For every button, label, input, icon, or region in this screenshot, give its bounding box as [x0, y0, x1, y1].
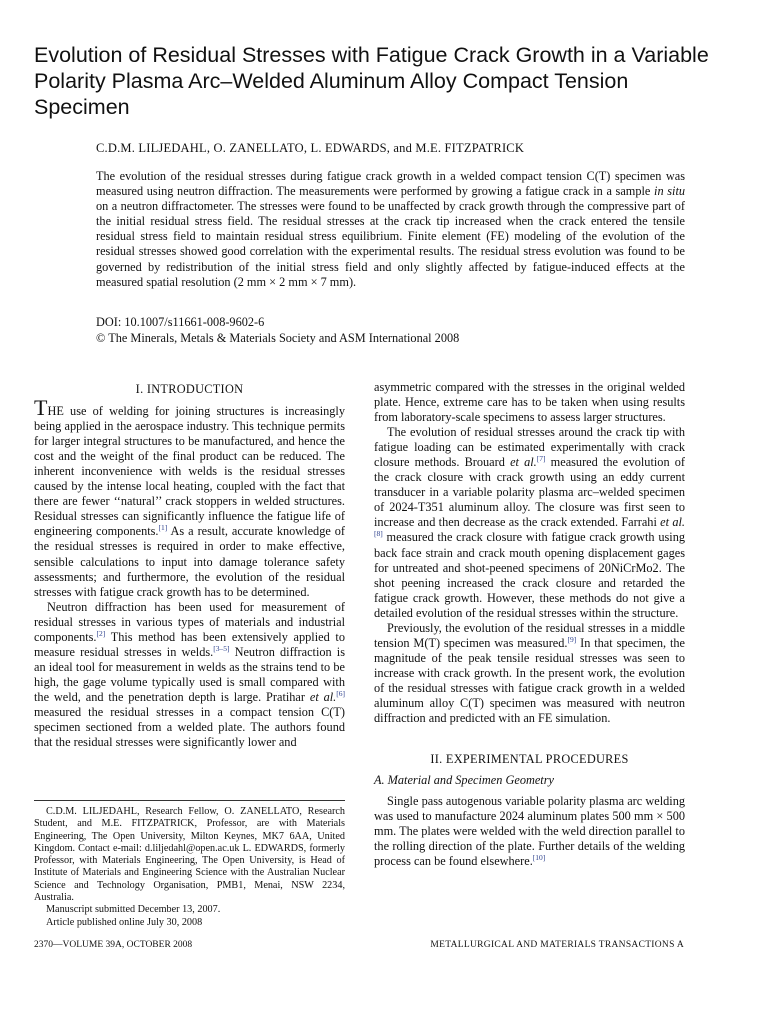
reference-link[interactable]: [3–5]	[213, 643, 230, 653]
author-footnote	[34, 806, 345, 929]
intro-paragraph-5	[374, 621, 685, 726]
doi-link[interactable]: DOI: 10.1007/s11661-008-9602-6	[96, 315, 265, 329]
article-metadata	[96, 314, 696, 346]
left-column	[34, 380, 345, 750]
intro-paragraph-2	[34, 600, 345, 750]
et-al: et al.	[510, 455, 537, 470]
reference-link[interactable]: [6]	[336, 688, 345, 698]
intro-paragraph-1	[34, 395, 346, 600]
author-list: C.D.M. LILJEDAHL, O. ZANELLATO, L. EDWARDS, and M.E. FITZPATRICK	[96, 141, 525, 155]
et-al: et al.	[309, 689, 337, 704]
intro-paragraph-3: asymmetric compared with the stresses in the original welded plate. Hence, extreme care has to be taken when using results from laboratory-scale specimens to assess larger structures.	[374, 380, 685, 425]
paragraph-text: measured the evolution of the crack closure with crack growth using an eddy current transducer in a variable polarity plasma arc–welded specimen of 2024-T351 aluminum alloy. The closure was first seen to increase and then decrease as the crack extended. Farrahi	[374, 455, 685, 530]
submission-date: Manuscript submitted December 13, 2007.	[46, 904, 221, 916]
abstract-text-cont: on a neutron diffractometer. The stresses were found to be unaffected by crack growth through the compressive part of the initial residual stress field. The residual stresses at the crack tip increased when the crack entered the tensile residual stress field to maintain residual stress equilibrium. Finite element (FE) modeling of the evolution of the residual stresses showed good correlation with the experimental results. The residual stress evolution was found to be governed by redistribution of the initial stress field and only slightly affected by fatigue-induced effects at the measured spatial resolution (2 mm × 2 mm × 7 mm).	[96, 199, 685, 289]
footnote-divider	[34, 800, 345, 801]
paragraph-text: Neutron diffraction is an ideal tool for measurement in welds as the strains tend to be high, the gage volume typically used is small compared with the weld, and the penetration depth is large. Pratihar	[34, 644, 345, 704]
paragraph-text: In that specimen, the magnitude of the peak tensile residual stresses was seen to increase with crack growth. In the present work, the evolution of the residual stresses with fatigue crack growth in a welded aluminum alloy C(T) specimen was measured with neutron diffraction and predicted with an FE simulation.	[374, 635, 685, 726]
et-al: et al.	[660, 515, 685, 530]
paragraph-text: Previously, the evolution of the residual stresses in a middle tension M(T) specimen was measured.	[374, 620, 685, 650]
reference-link[interactable]: [2]	[96, 628, 106, 638]
subsection-heading-material: A. Material and Specimen Geometry	[374, 773, 554, 788]
reference-link[interactable]: [9]	[567, 634, 577, 644]
page-footer-journal: METALLURGICAL AND MATERIALS TRANSACTIONS A	[430, 940, 684, 950]
paragraph-text: HE use of welding for joining structures is increasingly being applied in the aerospace industry. This technique permits for larger integral structures to be manufactured, and hence the cost and the weight of the final product can be reduced. The inherent inconvenience with welds is the residual stresses caused by the intense local heating, coupled with the fact that there are fewer ‘‘natural’’ crack stoppers in welded structures. Residual stresses can significantly influence the fatigue life of engineering components.	[34, 404, 345, 539]
paragraph-text: measured the crack closure with fatigue crack growth using back face strain and crack mouth opening displacement gages for untreated and shot-peened specimens of 20NiCrMo2. The shot peening increased the crack closure and retarded the fatigue crack growth. However, these methods do not give a detailed evolution of the residual stresses within the structure.	[374, 530, 685, 620]
abstract	[96, 169, 685, 290]
abstract-italic: in situ	[654, 184, 686, 199]
affiliation-note: C.D.M. LILJEDAHL, Research Fellow, O. ZANELLATO, Research Student, and M.E. FITZPATRICK, Professor, are with Materials Engineering, The Open University, Milton Keynes, MK7 6AA, United Kingdom. Contact e-mail: d.liljedahl@open.ac.uk L. EDWARDS, formerly Professor, with Materials Engineering, The Open University, is Head of Institute of Materials and Engineering Science with the Australian Nuclear Science and Technology Organisation, PMB1, Menai, NSW 2234, Australia.	[34, 806, 345, 904]
section-heading-experimental: II. EXPERIMENTAL PROCEDURES	[430, 752, 629, 767]
right-column	[374, 380, 685, 869]
section-heading-introduction: I. INTRODUCTION	[135, 382, 244, 396]
publication-date: Article published online July 30, 2008	[46, 916, 203, 928]
paragraph-text: Single pass autogenous variable polarity plasma arc welding was used to manufacture 2024 aluminum plates 500 mm × 500 mm. The plates were welded with the weld direction parallel to the rolling direction of the plate. Further details of the welding process can be found elsewhere.	[374, 794, 685, 869]
drop-cap: T	[34, 395, 48, 421]
copyright-notice: © The Minerals, Metals & Materials Society and ASM International 2008	[96, 331, 460, 345]
reference-link[interactable]: [10]	[532, 853, 546, 863]
abstract-text: The evolution of the residual stresses during fatigue crack growth in a welded compact tension C(T) specimen was measured using neutron diffraction. The measurements were performed by growing a fatigue crack in a sample	[96, 169, 685, 199]
paragraph-text: Neutron diffraction has been used for measurement of residual stresses in various types of materials and industrial components.	[34, 599, 345, 644]
paragraph-text: measured the residual stresses in a compact tension C(T) specimen sectioned from a welded plate. The authors found that the residual stresses were significantly lower and	[34, 704, 345, 750]
page-footer-volume: 2370—VOLUME 39A, OCTOBER 2008	[34, 940, 193, 950]
paragraph-text: The evolution of residual stresses around the crack tip with fatigue loading can be estimated experimentally with crack closure methods. Brouard	[374, 425, 685, 470]
reference-link[interactable]: [7]	[536, 454, 546, 464]
reference-link[interactable]: [1]	[158, 523, 168, 533]
experimental-paragraph-1	[374, 794, 685, 869]
article-title: Evolution of Residual Stresses with Fatigue Crack Growth in a Variable Polarity Plasma Arc–Welded Aluminum Alloy Compact Tension Specimen	[34, 43, 709, 119]
paragraph-text: This method has been extensively applied to measure residual stresses in welds.	[34, 629, 345, 659]
intro-paragraph-4	[374, 425, 685, 621]
reference-link[interactable]: [8]	[374, 529, 383, 539]
paragraph-text: As a result, accurate knowledge of the residual stresses is required in order to make effective, sensible calculations to input into damage tolerance safety assessments; and furthermore, the evolution of the residual stresses with fatigue crack growth has to be determined.	[34, 524, 346, 599]
